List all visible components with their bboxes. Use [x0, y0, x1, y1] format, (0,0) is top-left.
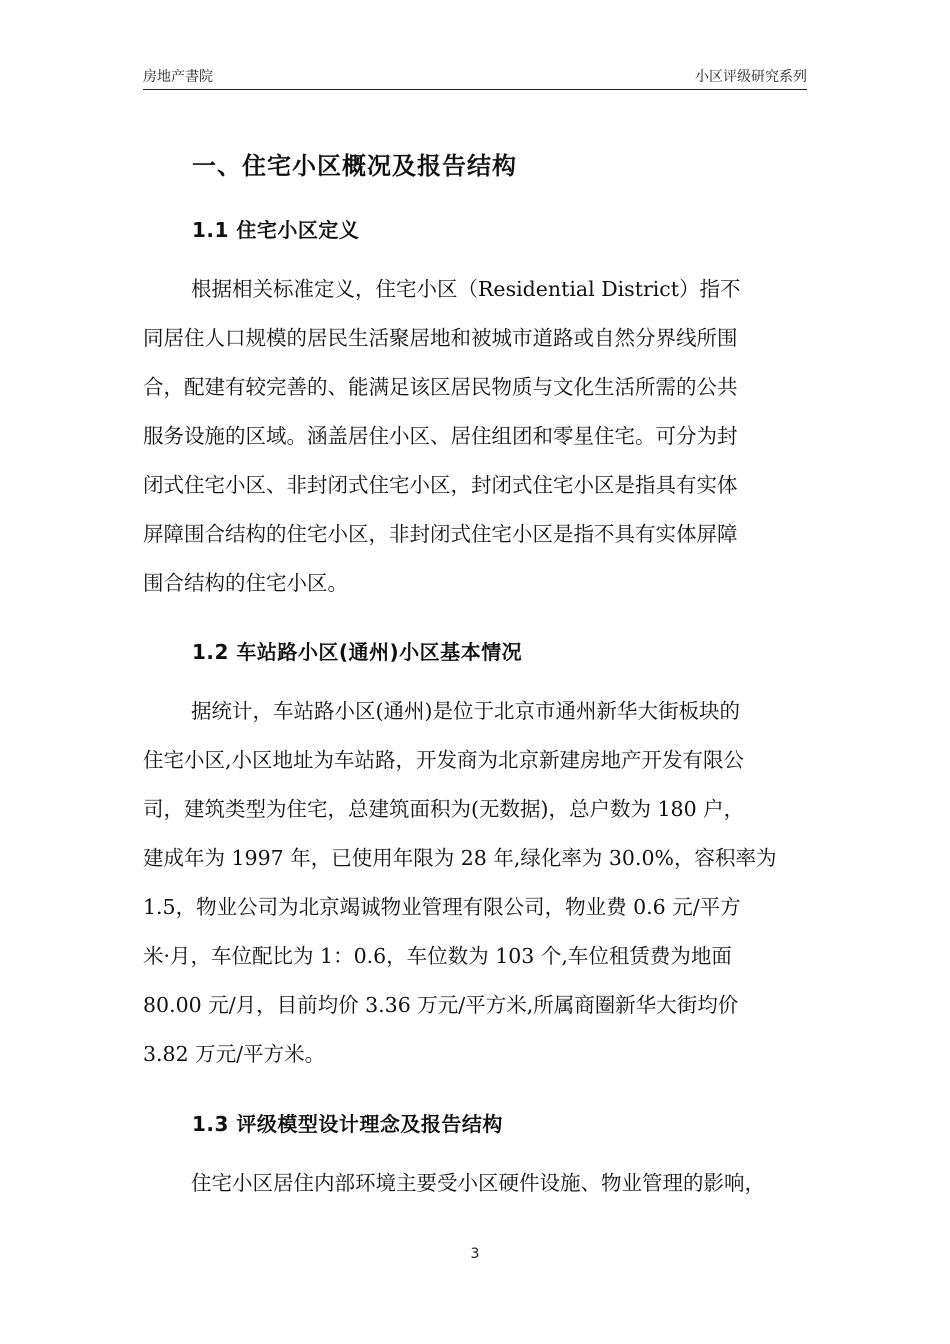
section-heading-1-2: 1.2 车站路小区(通州)小区基本情况 — [192, 640, 523, 664]
section-1-1-paragraph — [143, 265, 807, 608]
paragraph-line: 闭式住宅小区、非封闭式住宅小区，封闭式住宅小区是指具有实体 — [143, 473, 738, 497]
section-1-3-paragraph — [143, 1159, 807, 1208]
paragraph-line: 米·月，车位配比为 1：0.6，车位数为 103 个,车位租赁费为地面 — [143, 944, 732, 968]
section-heading-1-1: 1.1 住宅小区定义 — [192, 218, 360, 242]
paragraph-line: 住宅小区居住内部环境主要受小区硬件设施、物业管理的影响， — [191, 1171, 765, 1195]
paragraph-line: 根据相关标准定义，住宅小区（Residential District）指不 — [191, 277, 741, 301]
paragraph-line: 据统计，车站路小区(通州)是位于北京市通州新华大街板块的 — [191, 699, 740, 723]
page-header — [143, 66, 807, 88]
paragraph-line: 屏障围合结构的住宅小区，非封闭式住宅小区是指不具有实体屏障 — [143, 522, 738, 546]
paragraph-line: 3.82 万元/平方米。 — [143, 1042, 326, 1066]
paragraph-line: 司，建筑类型为住宅，总建筑面积为(无数据)，总户数为 180 户， — [143, 797, 745, 821]
paragraph-line: 围合结构的住宅小区。 — [143, 571, 348, 595]
section-heading-1-3: 1.3 评级模型设计理念及报告结构 — [192, 1112, 503, 1136]
page-number: 3 — [470, 1246, 480, 1262]
paragraph-line: 服务设施的区域。涵盖居住小区、居住组团和零星住宅。可分为封 — [143, 424, 738, 448]
paragraph-line: 建成年为 1997 年，已使用年限为 28 年,绿化率为 30.0%，容积率为 — [143, 846, 777, 870]
chapter-title: 一、住宅小区概况及报告结构 — [192, 152, 517, 180]
paragraph-line: 同居住人口规模的居民生活聚居地和被城市道路或自然分界线所围 — [143, 326, 738, 350]
section-1-2-paragraph — [143, 687, 807, 1079]
header-left-text: 房地产書院 — [143, 69, 213, 85]
paragraph-line: 80.00 元/月，目前均价 3.36 万元/平方米,所属商圈新华大街均价 — [143, 993, 739, 1017]
paragraph-line: 住宅小区,小区地址为车站路，开发商为北京新建房地产开发有限公 — [143, 748, 745, 772]
paragraph-line: 合，配建有较完善的、能满足该区居民物质与文化生活所需的公共 — [143, 375, 738, 399]
paragraph-line: 1.5，物业公司为北京竭诚物业管理有限公司，物业费 0.6 元/平方 — [143, 895, 741, 919]
header-right-text: 小区评级研究系列 — [695, 69, 807, 85]
header-divider — [143, 89, 807, 90]
